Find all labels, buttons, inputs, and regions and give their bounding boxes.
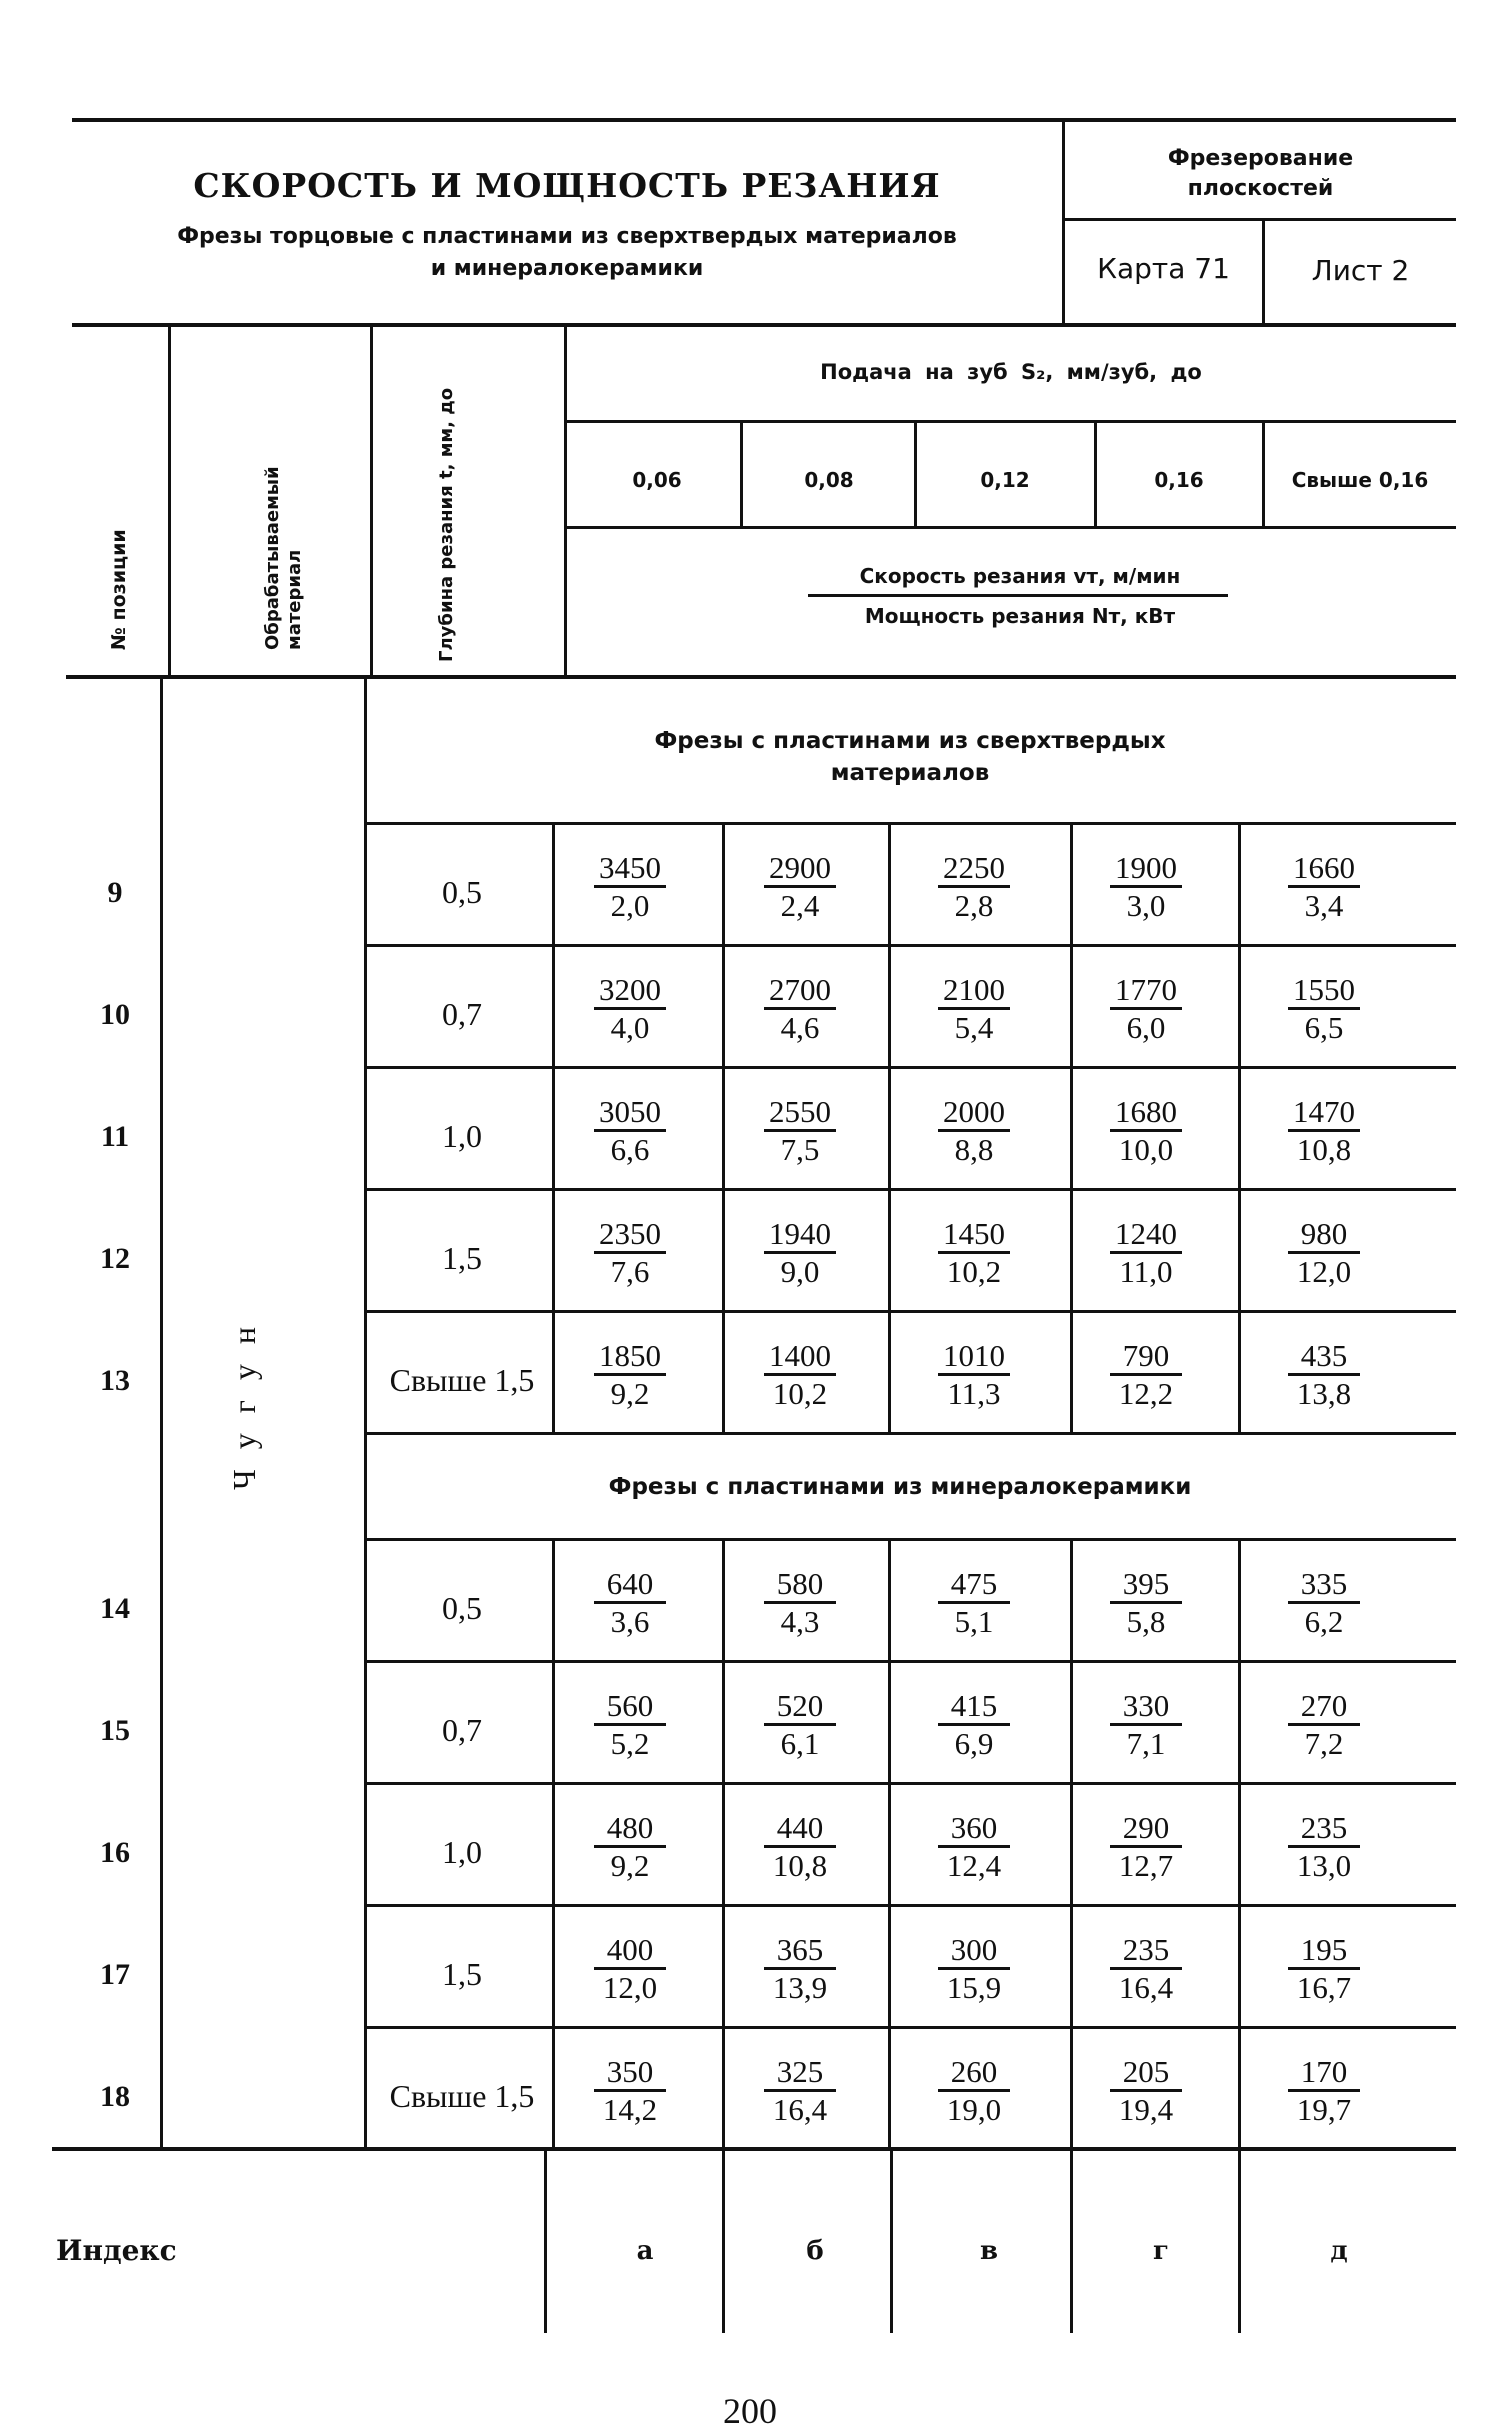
cutting-power: 6,6 — [594, 1129, 666, 1165]
cell-rule — [722, 822, 725, 1432]
speed-power-cell — [1076, 1340, 1216, 1409]
speed-power-cell — [1254, 1218, 1394, 1287]
speed-power-cell — [560, 2056, 700, 2125]
speed-power-cell — [560, 1690, 700, 1759]
speed-power-cell — [730, 1340, 870, 1409]
cutting-speed: 1940 — [769, 1216, 831, 1251]
cutting-power: 12,0 — [594, 1967, 666, 2003]
cutting-speed: 260 — [950, 2054, 998, 2089]
cutting-speed: 1450 — [943, 1216, 1005, 1251]
cutting-speed: 205 — [1122, 2054, 1170, 2089]
cutting-speed: 1240 — [1115, 1216, 1177, 1251]
cell-rule — [1238, 822, 1241, 1432]
feed-value: Свыше 0,16 — [1291, 468, 1429, 492]
feed-value: 0,12 — [980, 468, 1030, 492]
cutting-speed: 270 — [1300, 1688, 1348, 1723]
position-number: 16 — [100, 1836, 130, 1869]
power-label: Мощность резания Nᴛ, кВт — [864, 604, 1176, 628]
section-1-title-line-2: материалов — [830, 760, 990, 786]
cutting-power: 12,7 — [1110, 1845, 1182, 1881]
cell-rule — [1070, 822, 1073, 1432]
position-number: 18 — [100, 2080, 130, 2113]
row-rule — [366, 1660, 1456, 1663]
cutting-speed: 1900 — [1115, 850, 1177, 885]
speed-power-cell — [730, 1812, 870, 1881]
row-rule — [366, 1432, 1456, 1435]
cutting-speed: 3200 — [599, 972, 661, 1007]
speed-power-cell — [904, 2056, 1044, 2125]
cutting-power: 5,8 — [1110, 1601, 1182, 1637]
cell-rule — [888, 822, 891, 1432]
row-rule — [366, 2026, 1456, 2029]
cutting-speed: 480 — [606, 1810, 654, 1845]
cutting-power: 16,7 — [1288, 1967, 1360, 2003]
subtitle-line-2: и минералокерамики — [430, 256, 704, 281]
index-letter: а — [636, 2236, 654, 2266]
speed-power-cell — [1254, 1340, 1394, 1409]
cutting-depth: 1,5 — [442, 1240, 482, 1276]
speed-power-cell — [730, 2056, 870, 2125]
speed-power-cell — [560, 1934, 700, 2003]
cutting-power: 16,4 — [1110, 1967, 1182, 2003]
cutting-speed: 1770 — [1115, 972, 1177, 1007]
cell-rule — [1070, 1538, 1073, 2147]
index-letter: г — [1153, 2236, 1169, 2266]
column-header-bottom-rule — [66, 675, 1456, 679]
speed-power-rule — [808, 594, 1228, 597]
index-letter: б — [806, 2236, 824, 2266]
cutting-power: 16,4 — [764, 2089, 836, 2125]
cutting-power: 4,6 — [764, 1007, 836, 1043]
position-number: 13 — [100, 1364, 130, 1397]
operation-line-2: плоскостей — [1187, 176, 1334, 201]
speed-power-cell — [730, 1568, 870, 1637]
row-rule — [366, 1310, 1456, 1313]
position-number: 15 — [100, 1714, 130, 1747]
speed-power-cell — [1076, 974, 1216, 1043]
speed-power-cell — [904, 1690, 1044, 1759]
header-sub-rule — [1064, 218, 1456, 221]
row-rule — [366, 1538, 1456, 1541]
cutting-power: 9,2 — [594, 1845, 666, 1881]
cutting-speed: 1680 — [1115, 1094, 1177, 1129]
cutting-power: 12,0 — [1288, 1251, 1360, 1287]
cutting-speed: 235 — [1122, 1932, 1170, 1967]
cutting-power: 11,3 — [938, 1373, 1010, 1409]
cutting-speed: 1470 — [1293, 1094, 1355, 1129]
speed-power-cell — [1076, 1218, 1216, 1287]
page-number: 200 — [723, 2391, 777, 2431]
cell-rule — [888, 1538, 891, 2147]
row-rule — [366, 1782, 1456, 1785]
speed-power-cell — [1254, 1096, 1394, 1165]
cutting-power: 4,0 — [594, 1007, 666, 1043]
cutting-speed: 2900 — [769, 850, 831, 885]
speed-power-cell — [560, 974, 700, 1043]
index-rule-1 — [544, 2151, 547, 2333]
feed-value: 0,16 — [1154, 468, 1204, 492]
speed-power-cell — [904, 1934, 1044, 2003]
cutting-speed: 1010 — [943, 1338, 1005, 1373]
cutting-power: 13,9 — [764, 1967, 836, 2003]
cutting-power: 12,4 — [938, 1845, 1010, 1881]
speed-power-cell — [1254, 1690, 1394, 1759]
cutting-speed: 2550 — [769, 1094, 831, 1129]
cutting-speed: 2700 — [769, 972, 831, 1007]
cutting-power: 5,4 — [938, 1007, 1010, 1043]
row-rule — [366, 1066, 1456, 1069]
cutting-power: 19,0 — [938, 2089, 1010, 2125]
cutting-depth: 1,5 — [442, 1956, 482, 1992]
cutting-power: 3,0 — [1110, 885, 1182, 921]
speed-power-cell — [560, 1096, 700, 1165]
position-number: 10 — [100, 998, 130, 1031]
speed-power-cell — [1076, 1568, 1216, 1637]
feed-value: 0,06 — [632, 468, 682, 492]
card-number: Карта 71 — [1097, 252, 1230, 285]
cutting-power: 13,0 — [1288, 1845, 1360, 1881]
cutting-power: 7,1 — [1110, 1723, 1182, 1759]
cutting-speed: 2100 — [943, 972, 1005, 1007]
cutting-power: 13,8 — [1288, 1373, 1360, 1409]
speed-power-cell — [1254, 1568, 1394, 1637]
index-letter: д — [1330, 2236, 1348, 2266]
speed-power-cell — [730, 1934, 870, 2003]
cutting-speed: 360 — [950, 1810, 998, 1845]
cell-rule — [1238, 1538, 1241, 2147]
cutting-power: 2,8 — [938, 885, 1010, 921]
cutting-power: 9,0 — [764, 1251, 836, 1287]
col-depth-label: Глубина резания t, мм, до — [436, 387, 457, 662]
cutting-speed: 415 — [950, 1688, 998, 1723]
speed-power-cell — [904, 1812, 1044, 1881]
cutting-speed: 1550 — [1293, 972, 1355, 1007]
cutting-speed: 195 — [1300, 1932, 1348, 1967]
feed-value: 0,08 — [804, 468, 854, 492]
cutting-power: 10,8 — [764, 1845, 836, 1881]
feed-rule-2 — [914, 420, 917, 528]
speed-power-cell — [1076, 1934, 1216, 2003]
sheet-number: Лист 2 — [1311, 254, 1410, 287]
cutting-speed: 980 — [1300, 1216, 1348, 1251]
col-material-label: Обрабатываемый материал — [262, 466, 305, 650]
speed-power-cell — [730, 1218, 870, 1287]
position-number: 12 — [100, 1242, 130, 1275]
section-1-title-line-1: Фрезы с пластинами из сверхтвердых — [654, 728, 1166, 754]
row-rule — [366, 1904, 1456, 1907]
cutting-speed: 435 — [1300, 1338, 1348, 1373]
cutting-power: 19,7 — [1288, 2089, 1360, 2125]
cutting-depth: 0,5 — [442, 1590, 482, 1626]
row-rule — [366, 944, 1456, 947]
cutting-speed: 1850 — [599, 1338, 661, 1373]
cutting-power: 6,2 — [1288, 1601, 1360, 1637]
cell-rule — [552, 822, 555, 1432]
col-position-label: № позиции — [108, 529, 130, 650]
cutting-speed: 170 — [1300, 2054, 1348, 2089]
cutting-speed: 580 — [776, 1566, 824, 1601]
cutting-power: 12,2 — [1110, 1373, 1182, 1409]
speed-power-cell — [904, 1568, 1044, 1637]
cutting-speed: 300 — [950, 1932, 998, 1967]
cutting-speed: 3050 — [599, 1094, 661, 1129]
cutting-speed: 520 — [776, 1688, 824, 1723]
cutting-power: 7,6 — [594, 1251, 666, 1287]
cell-rule — [552, 1538, 555, 2147]
speed-power-cell — [904, 1218, 1044, 1287]
speed-power-cell — [1076, 852, 1216, 921]
cutting-power: 6,0 — [1110, 1007, 1182, 1043]
index-letter: в — [979, 2236, 999, 2266]
cutting-power: 4,3 — [764, 1601, 836, 1637]
cutting-power: 10,0 — [1110, 1129, 1182, 1165]
speed-power-cell — [1076, 1690, 1216, 1759]
speed-label: Скорость резания vᴛ, м/мин — [859, 564, 1181, 588]
cutting-speed: 475 — [950, 1566, 998, 1601]
position-number: 17 — [100, 1958, 130, 1991]
cutting-speed: 330 — [1122, 1688, 1170, 1723]
cutting-power: 11,0 — [1110, 1251, 1182, 1287]
speed-power-cell — [904, 1340, 1044, 1409]
speed-power-cell — [1076, 1096, 1216, 1165]
cutting-speed: 1400 — [769, 1338, 831, 1373]
cutting-speed: 290 — [1122, 1810, 1170, 1845]
cutting-power: 10,2 — [764, 1373, 836, 1409]
cutting-speed: 2250 — [943, 850, 1005, 885]
row-rule — [366, 1188, 1456, 1191]
cutting-power: 19,4 — [1110, 2089, 1182, 2125]
cutting-power: 2,0 — [594, 885, 666, 921]
feed-title: Подача на зуб S₂, мм/зуб, до — [820, 360, 1202, 384]
cutting-speed: 335 — [1300, 1566, 1348, 1601]
col-rule-1 — [168, 327, 171, 677]
speed-power-cell — [730, 974, 870, 1043]
cutting-power: 6,1 — [764, 1723, 836, 1759]
row-rule — [366, 822, 1456, 825]
cutting-power: 10,8 — [1288, 1129, 1360, 1165]
header-bottom-rule — [72, 323, 1456, 327]
cutting-power: 3,6 — [594, 1601, 666, 1637]
speed-power-cell — [560, 852, 700, 921]
cutting-power: 8,8 — [938, 1129, 1010, 1165]
speed-power-cell — [904, 852, 1044, 921]
cutting-depth: 0,7 — [442, 1712, 482, 1748]
speed-power-cell — [904, 1096, 1044, 1165]
cutting-depth: Свыше 1,5 — [389, 1362, 535, 1398]
cutting-speed: 400 — [606, 1932, 654, 1967]
speed-power-cell — [904, 974, 1044, 1043]
speed-power-cell — [1254, 1934, 1394, 2003]
cutting-speed: 640 — [606, 1566, 654, 1601]
speed-power-cell — [1076, 2056, 1216, 2125]
position-number: 14 — [100, 1592, 130, 1625]
cutting-speed: 1660 — [1293, 850, 1355, 885]
cutting-power: 7,5 — [764, 1129, 836, 1165]
cutting-power: 9,2 — [594, 1373, 666, 1409]
subtitle-line-1: Фрезы торцовые с пластинами из сверхтвердых материалов — [177, 224, 957, 249]
speed-power-cell — [730, 852, 870, 921]
index-label: Индекс — [56, 2234, 177, 2267]
position-number: 11 — [100, 1120, 130, 1153]
speed-power-cell — [730, 1096, 870, 1165]
cutting-depth: Свыше 1,5 — [389, 2078, 535, 2114]
feed-title-rule — [566, 420, 1456, 423]
cutting-power: 10,2 — [938, 1251, 1010, 1287]
speed-power-cell — [1076, 1812, 1216, 1881]
cutting-power: 2,4 — [764, 885, 836, 921]
cutting-depth: 0,5 — [442, 874, 482, 910]
cutting-power: 7,2 — [1288, 1723, 1360, 1759]
cutting-power: 5,2 — [594, 1723, 666, 1759]
speed-power-cell — [560, 1218, 700, 1287]
cutting-speed: 365 — [776, 1932, 824, 1967]
speed-power-cell — [1254, 1812, 1394, 1881]
cutting-speed: 325 — [776, 2054, 824, 2089]
position-number: 9 — [107, 876, 123, 909]
speed-power-cell — [1254, 2056, 1394, 2125]
cutting-speed: 2000 — [943, 1094, 1005, 1129]
speed-power-cell — [560, 1340, 700, 1409]
operation-line-1: Фрезерование — [1167, 146, 1354, 171]
cutting-power: 6,9 — [938, 1723, 1010, 1759]
index-top-rule — [52, 2147, 1456, 2151]
section-2-title: Фрезы с пластинами из минералокерамики — [608, 1474, 1192, 1500]
body-rule-2 — [364, 679, 367, 2149]
cutting-depth: 1,0 — [442, 1834, 482, 1870]
cutting-speed: 3450 — [599, 850, 661, 885]
cutting-power: 15,9 — [938, 1967, 1010, 2003]
material-label: Ч у г у н — [226, 1320, 262, 1490]
cutting-power: 3,4 — [1288, 885, 1360, 921]
page-title: СКОРОСТЬ И МОЩНОСТЬ РЕЗАНИЯ — [193, 166, 941, 205]
cutting-speed: 560 — [606, 1688, 654, 1723]
cutting-speed: 2350 — [599, 1216, 661, 1251]
cutting-power: 14,2 — [594, 2089, 666, 2125]
speed-power-cell — [730, 1690, 870, 1759]
speed-power-cell — [1254, 852, 1394, 921]
speed-power-cell — [560, 1812, 700, 1881]
cutting-speed: 350 — [606, 2054, 654, 2089]
col-rule-2 — [370, 327, 373, 677]
cutting-speed: 440 — [776, 1810, 824, 1845]
cutting-speed: 235 — [1300, 1810, 1348, 1845]
feed-values-rule — [566, 526, 1456, 529]
top-rule — [72, 118, 1456, 122]
cutting-speed: 790 — [1122, 1338, 1170, 1373]
speed-power-cell — [1254, 974, 1394, 1043]
cutting-power: 6,5 — [1288, 1007, 1360, 1043]
cutting-depth: 0,7 — [442, 996, 482, 1032]
cutting-power: 5,1 — [938, 1601, 1010, 1637]
cutting-depth: 1,0 — [442, 1118, 482, 1154]
cutting-speed: 395 — [1122, 1566, 1170, 1601]
speed-power-cell — [560, 1568, 700, 1637]
cell-rule — [722, 1538, 725, 2147]
